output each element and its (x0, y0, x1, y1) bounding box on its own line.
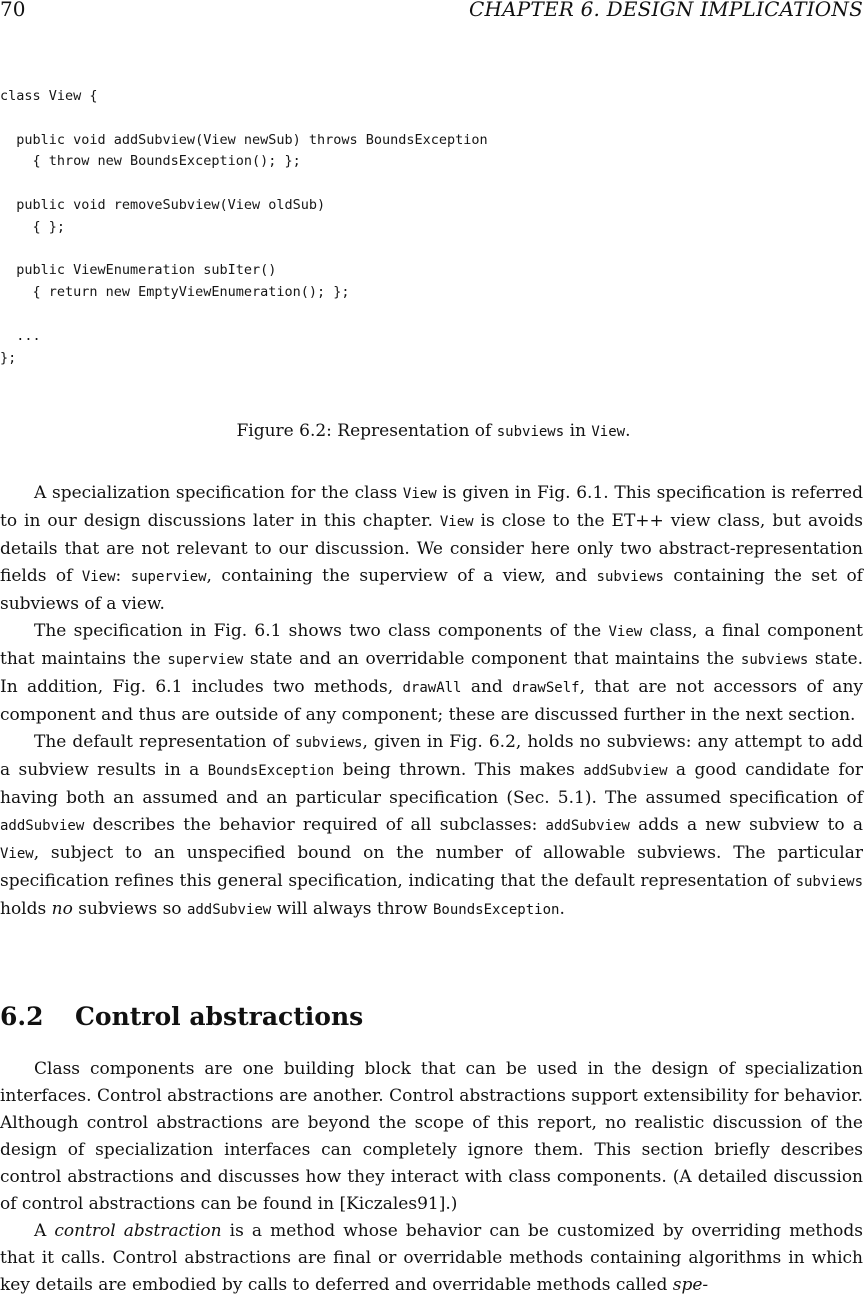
section-body-2 (0, 1056, 863, 1299)
text-run: , subject to an unspecified bound on the number of allowable subviews. The particular specification refines this general specification, indicating that the default representation of (0, 843, 863, 891)
text-run: state and an overridable component that maintains the (243, 649, 741, 669)
code-line (0, 173, 488, 195)
paragraph (0, 1218, 863, 1299)
text-run: is a method whose behavior can be customized by overriding methods that it calls. Control abstractions are final or overridable methods containing algorithms in which key details are embodied by calls to deferred and overridable methods called (0, 1221, 864, 1295)
code-line (0, 304, 488, 326)
inline-code: View (81, 569, 116, 585)
text-run: A specialization specification for the class (34, 483, 403, 503)
text-run: will always throw (271, 899, 433, 919)
chapter-title: CHAPTER 6. DESIGN IMPLICATIONS (468, 0, 863, 21)
text-run: holds (0, 899, 52, 919)
inline-code: addSubview (186, 902, 272, 918)
text-run: subviews so (72, 899, 187, 919)
inline-code: View (439, 514, 474, 530)
section-number: 6.2 (0, 1002, 44, 1031)
inline-code: View (608, 624, 643, 640)
inline-code: addSubview (0, 818, 85, 834)
emphasis: no (51, 899, 73, 919)
emphasis: spe- (672, 1275, 709, 1295)
inline-code: drawSelf (512, 680, 580, 696)
code-line: { return new EmptyViewEnumeration(); }; (0, 284, 350, 301)
text-run: class, a final component that maintains the (0, 621, 863, 669)
paragraph (0, 729, 863, 924)
inline-code: BoundsException (207, 763, 335, 779)
text-run: adds a new subview to a (629, 815, 863, 835)
code-line (0, 108, 488, 130)
code-line: public void addSubview(View newSub) throws BoundsException (0, 131, 488, 148)
code-line: }; (0, 349, 17, 366)
paragraph (0, 480, 863, 618)
text-run: being thrown. This makes (334, 760, 584, 780)
inline-code: View (0, 846, 34, 862)
caption-code-subviews: subviews (496, 424, 565, 440)
text-run: . (559, 899, 565, 919)
inline-code: subviews (596, 569, 664, 585)
text-run: A (34, 1221, 55, 1241)
code-line: { }; (0, 218, 66, 235)
running-head (0, 0, 863, 23)
inline-code: addSubview (583, 763, 668, 779)
text-run: containing the set of subviews of a view. (0, 566, 863, 614)
text-run: is close to the ET++ view class, but avoids details that are not relevant to our discussion. We consider here only two abstract-representation fields of (0, 511, 863, 586)
text-run: : (115, 566, 131, 586)
text-run: a good candidate for having both an assumed and an particular specification (Sec. 5.1). The assumed specification of (0, 760, 863, 808)
text-run: , given in Fig. 6.2, holds no subviews: any attempt to add a subview results in a (0, 732, 863, 780)
code-line: ... (0, 327, 41, 344)
text-run: The default representation of (34, 732, 296, 752)
text-run: state. In addition, Fig. 6.1 includes two methods, (0, 649, 863, 697)
page-number: 70 (0, 0, 26, 21)
inline-code: subviews (795, 874, 863, 890)
code-listing (0, 86, 488, 369)
code-line (0, 239, 488, 261)
text-run: The specification in Fig. 6.1 shows two class components of the (34, 621, 609, 641)
text-run: describes the behavior required of all subclasses: (84, 815, 546, 835)
text-run: Class components are one building block that can be used in the design of specialization interfaces. Control abstractions are another. Control abstractions support extensibility for behavior. Although control abstractions are beyond the scope of this report, no realistic discussion of the design of specialization interfaces can completely ignore them. This section briefly describes control abstractions and discusses how they interact with class components. (A detailed discussion of control abstractions can be found in [Kiczales91].) (0, 1059, 863, 1214)
inline-code: subviews (295, 735, 363, 751)
section-heading (0, 1000, 363, 1034)
text-run: , that are not accessors of any component and thus are outside of any component; these are discussed further in the next section. (0, 677, 863, 725)
caption-middle: in (564, 421, 592, 441)
inline-code: drawAll (402, 680, 462, 696)
caption-suffix: . (625, 421, 631, 441)
code-line: class View { (0, 88, 98, 104)
inline-code: View (402, 486, 437, 502)
text-run: , containing the superview of a view, and (206, 566, 597, 586)
text-run: is given in Fig. 6.1. This specification is referred to in our design discussions later in this chapter. (0, 483, 863, 531)
text-run: and (461, 677, 513, 697)
inline-code: subviews (740, 652, 809, 668)
caption-code-view: View (591, 424, 626, 440)
caption-prefix: Figure 6.2: Representation of (236, 421, 497, 441)
inline-code: BoundsException (433, 902, 560, 918)
code-line: public void removeSubview(View oldSub) (0, 196, 326, 213)
inline-code: superview (130, 569, 207, 585)
section-body-1 (0, 480, 863, 924)
emphasis: control abstraction (54, 1221, 222, 1241)
section-title: Control abstractions (75, 1002, 364, 1031)
paragraph (0, 1056, 863, 1218)
inline-code: superview (167, 652, 244, 668)
code-line: { throw new BoundsException(); }; (0, 153, 301, 170)
inline-code: addSubview (545, 818, 630, 834)
code-line: public ViewEnumeration subIter() (0, 262, 277, 279)
figure-caption (0, 418, 867, 445)
paragraph (0, 618, 863, 729)
